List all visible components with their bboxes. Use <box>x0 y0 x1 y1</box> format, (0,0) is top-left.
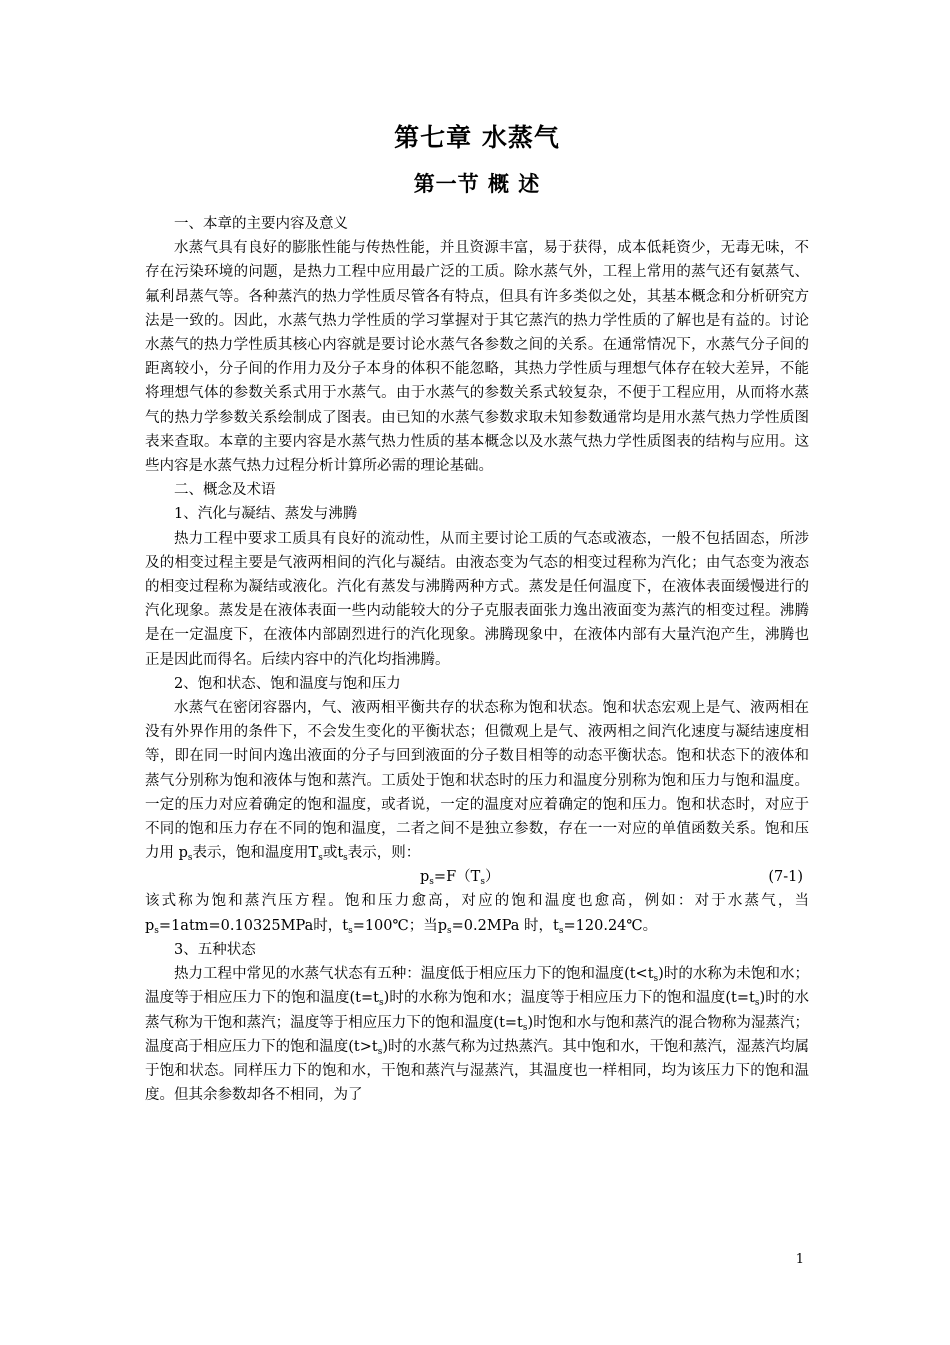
subheading-saturation: 2、饱和状态、饱和温度与饱和压力 <box>174 675 401 692</box>
section-title: 第一节 概 述 <box>413 171 541 196</box>
paragraph-saturation: 水蒸气在密闭容器内，气、液两相平衡共存的状态称为饱和状态。饱和状态宏观上是气、液两相在没有外界作用的条件下，不会发生变化的平衡状态；但微观上是气、液两相之间汽化速度与凝结速度相等，即在同一时间内逸出液面的分子与回到液面的分子数目相等的动态平衡状态。饱和状态下的液体和蒸气分别称为饱和液体与饱和蒸汽。工质处于饱和状态时的压力和温度分别称为饱和压力与饱和温度。一定的压力对应着确定的饱和温度，或者说，一定的温度对应着确定的饱和压力。饱和状态时，对应于不同的饱和压力存在不同的饱和温度，二者之间不是独立参数，存在一一对应的单值函数关系。饱和压力用 $p_s$表示，饱和温度用$T_s$或$t_s$表示，则： <box>145 700 809 864</box>
subheading-five-states: 3、五种状态 <box>174 941 256 958</box>
paragraph-intro: 水蒸气具有良好的膨胀性能与传热性能，并且资源丰富，易于获得，成本低耗资少，无毒无味，不存在污染环境的问题，是热力工程中应用最广泛的工质。除水蒸气外，工程上常用的蒸气还有氨蒸气、氟利昂蒸气等。各种蒸汽的热力学性质尽管各有特点，但具有许多类似之处，其基本概念和分析研究方法是一致的。因此，水蒸气热力学性质的学习掌握对于其它蒸汽的热力学性质的了解也是有益的。讨论水蒸气的热力学性质其核心内容就是要讨论水蒸气各参数之间的关系。在通常情况下，水蒸气分子间的距离较小，分子间的作用力及分子本身的体积不能忽略，其热力学性质与理想气体存在较大差异，不能将理想气体的参数关系式用于水蒸气。由于水蒸气的参数关系式较复杂，不便于工程应用，从而将水蒸气的热力学参数关系绘制成了图表。由已知的水蒸气参数求取未知参数通常均是用水蒸气热力学性质图表来查取。本章的主要内容是水蒸气热力性质的基本概念以及水蒸气热力学性质图表的结构与应用。这些内容是水蒸气热力过程分析计算所必需的理论基础。 <box>145 240 809 475</box>
paragraph-vaporization: 热力工程中要求工质具有良好的流动性，从而主要讨论工质的气态或液态，一般不包括固态，所涉及的相变过程主要是气液两相间的汽化与凝结。由液态变为气态的相变过程称为汽化；由气态变为液态的相变过程称为凝结或液化。汽化有蒸发与沸腾两种方式。蒸发是任何温度下，在液体表面缓慢进行的汽化现象。蒸发是在液体表面一些内动能较大的分子克服表面张力逸出液面变为蒸汽的相变过程。沸腾是在一定温度下，在液体内部剧烈进行的汽化现象。沸腾现象中，在液体内部有大量汽泡产生，沸腾也正是因此而得名。后续内容中的汽化均指沸腾。 <box>145 530 809 668</box>
paragraph-saturation-example: 该式称为饱和蒸汽压方程。饱和压力愈高，对应的饱和温度也愈高，例如：对于水蒸气，当$p_s=1atm=0.10325MPa$时，$t_s=100℃$；当$p_s=0.2MPa$ 时，$t_s=120.24℃$。 <box>145 893 809 936</box>
equation-7-1 <box>145 865 809 889</box>
paragraph-five-states: 热力工程中常见的水蒸气状态有五种：温度低于相应压力下的饱和温度$(t<t_s)$时的水称为未饱和水；温度等于相应压力下的饱和温度$(t=t_s)$时的水称为饱和水；温度等于相应压力下的饱和温度$(t=t_s)$时的水蒸气称为干饱和蒸汽；温度等于相应压力下的饱和温度$(t=t_s)$时饱和水与饱和蒸汽的混合物称为湿蒸汽；温度高于相应压力下的饱和温度$(t>t_s)$时的水蒸气称为过热蒸汽。其中饱和水，干饱和蒸汽，湿蒸汽均属于饱和状态。同样压力下的饱和水，干饱和蒸汽与湿蒸汽，其温度也一样相同，均为该压力下的饱和温度。但其余参数却各不相同，为了 <box>145 966 810 1104</box>
page-number: 1 <box>795 1252 804 1267</box>
chapter-title: 第七章 水蒸气 <box>394 123 560 152</box>
heading-concepts: 二、概念及术语 <box>174 482 276 499</box>
equation-number: (7-1) <box>768 869 803 886</box>
page-content <box>145 118 809 1107</box>
equation-expression: $p_s=F(T_s)$ <box>420 869 500 888</box>
subheading-vaporization: 1、汽化与凝结、蒸发与沸腾 <box>174 506 358 523</box>
heading-main-content: 一、本章的主要内容及意义 <box>174 216 348 232</box>
